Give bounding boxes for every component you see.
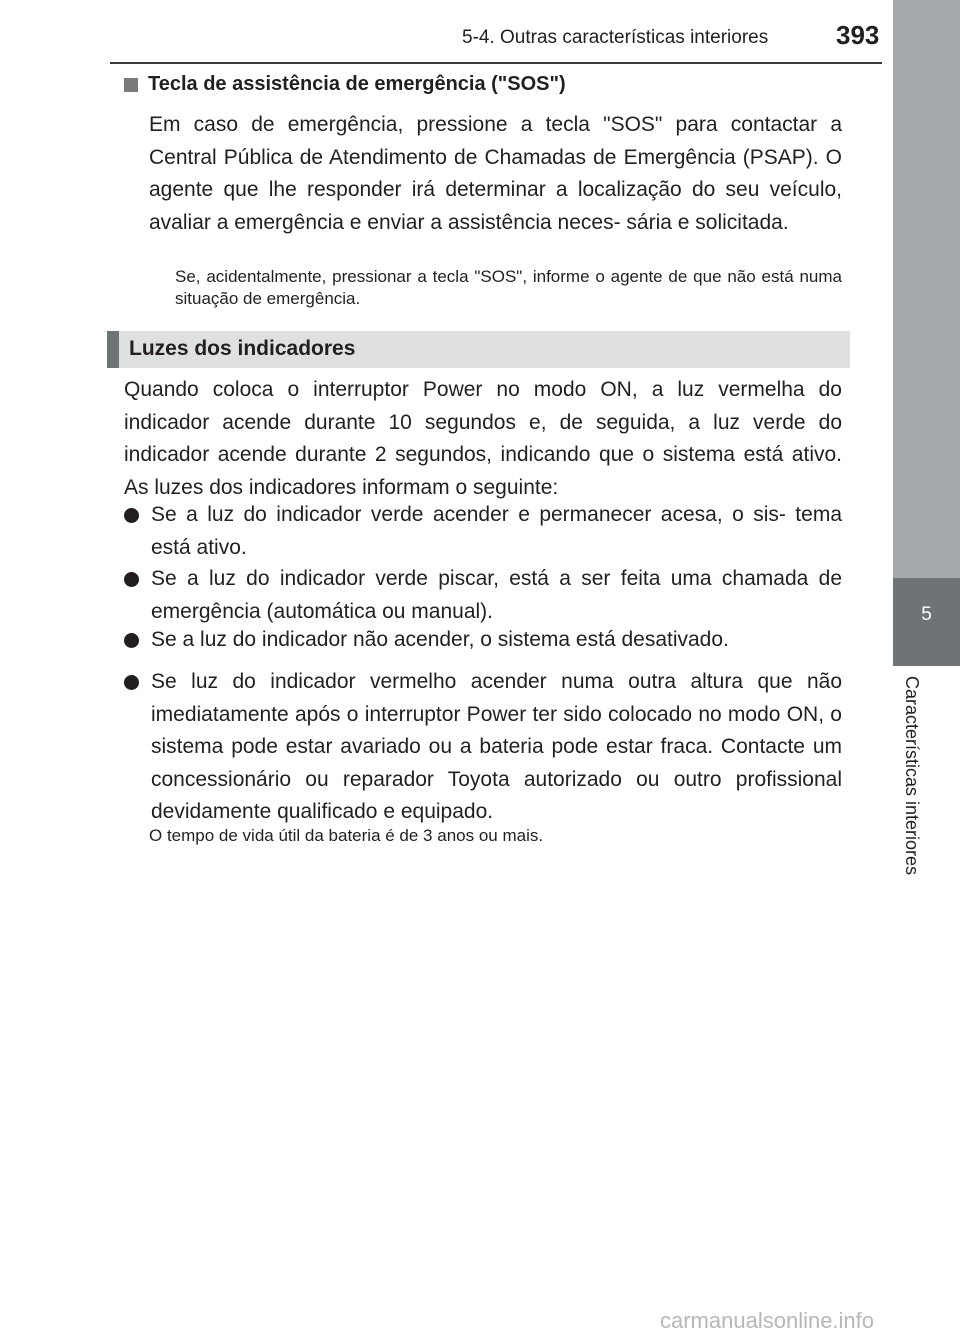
chapter-label-container — [901, 676, 925, 906]
list-item-text: Se a luz do indicador não acender, o sistema está desativado. — [151, 628, 729, 651]
round-bullet-icon — [124, 572, 139, 587]
sos-paragraph: Em caso de emergência, pressione a tecla "SOS" para contactar a Central Pública de Atendimento de Chamadas de Emergência (PSAP). O agente que lhe responder irá determinar a localização do seu veículo, avaliar a emergência e enviar a assistência neces- sária e solicitada. — [149, 113, 842, 234]
round-bullet-icon — [124, 675, 139, 690]
sos-note: Se, acidentalmente, pressionar a tecla "SOS", informe o agente de que não está numa situação de emergência. — [175, 267, 842, 308]
chapter-label: Características interiores — [902, 676, 922, 876]
section-header-bar — [107, 331, 850, 368]
list-item-text: Se a luz do indicador verde piscar, está a ser feita uma chamada de emergência (automática ou manual). — [151, 567, 842, 623]
watermark: carmanualsonline.info — [660, 1308, 875, 1333]
chapter-tab-strip — [893, 0, 960, 578]
list-item-text: Se a luz do indicador verde acender e permanecer acesa, o sis- tema está ativo. — [151, 503, 842, 559]
square-bullet-icon — [124, 78, 138, 92]
round-bullet-icon — [124, 633, 139, 648]
chapter-number: 5 — [921, 604, 932, 625]
list-item-text: Se luz do indicador vermelho acender numa outra altura que não imediatamente após o interruptor Power ter sido colocado no modo ON, o sistema pode estar avariado ou a bateria pode estar fraca. Contacte um concessionário ou reparador Toyota autorizado ou outro profissional devidamente qualificado e equipado. — [151, 670, 842, 823]
battery-note: O tempo de vida útil da bateria é de 3 anos ou mais. — [149, 826, 544, 845]
page-number: 393 — [836, 20, 880, 50]
indicators-intro: Quando coloca o interruptor Power no modo ON, a luz vermelha do indicador acende durante 10 segundos e, de seguida, a luz verde do indicador acende durante 2 segundos, indicando que o sistema está ativo. As luzes dos indicadores informam o seguinte: — [124, 378, 842, 499]
sos-heading-text: Tecla de assistência de emergência ("SOS") — [148, 73, 566, 95]
round-bullet-icon — [124, 508, 139, 523]
header-section-title: 5-4. Outras características interiores — [462, 27, 769, 48]
section-title: Luzes dos indicadores — [129, 337, 356, 360]
header-divider — [110, 62, 882, 64]
sos-heading — [124, 73, 566, 96]
